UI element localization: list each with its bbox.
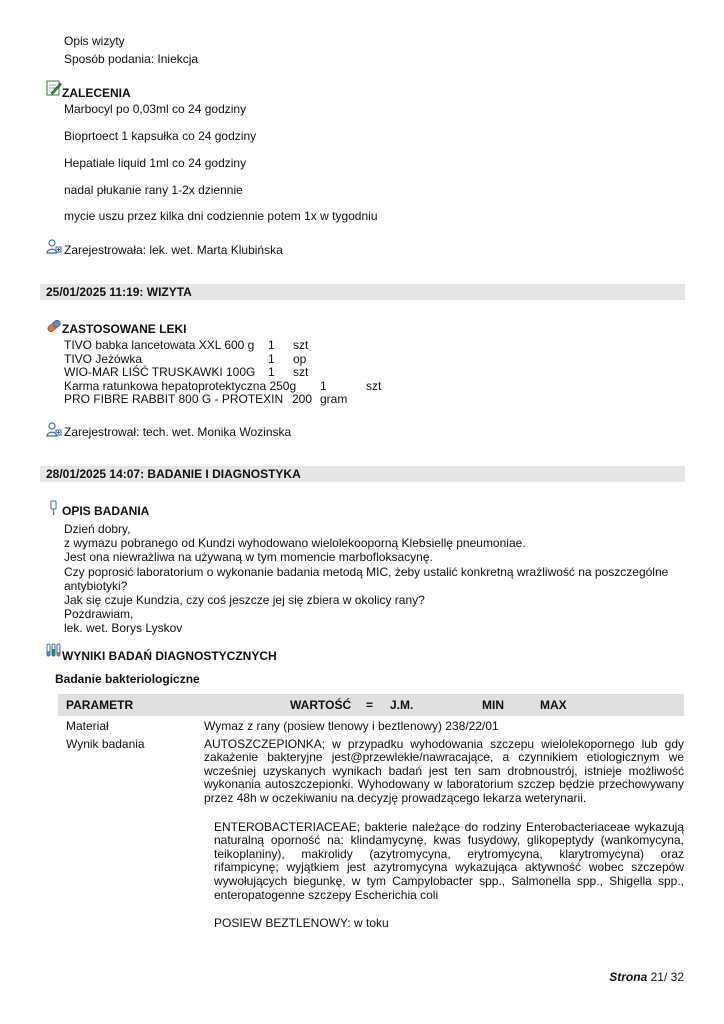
medication-name: TIVO babka lancetowata XXL 600 g [64, 338, 255, 352]
results-table [58, 694, 684, 931]
param-label: Wynik badania [66, 736, 145, 751]
param-label: Materiał [66, 719, 109, 733]
exam-description-line: Jak się czuje Kundzia, czy coś jeszcze jej się zbiera w okolicy rany? [64, 593, 425, 608]
medication-name: TIVO Jeżówka [64, 351, 143, 366]
diagnostic-results-heading: WYNIKI BADAŃ DIAGNOSTYCZNYCH [62, 649, 277, 663]
medication-qty: 1 [320, 378, 327, 393]
param-value [204, 734, 684, 931]
medication-unit: szt [366, 378, 382, 393]
registered-by: Zarejestrował: tech. wet. Monika Wozinska [64, 425, 292, 439]
medication-name: Karma ratunkowa hepatoprotektyczna 250g [64, 378, 297, 393]
medication-name: PRO FIBRE RABBIT 800 G - PROTEXIN [64, 392, 284, 406]
exam-description-line: z wymazu pobranego od Kundzi wyhodowano wielolekooporną Klebsiellę pneumoniae. [64, 536, 526, 551]
vet-person-icon [46, 238, 62, 254]
visit-header: 25/01/2025 11:19: WIZYTA [46, 285, 192, 299]
recommendation-item: Marbocyl po 0,03ml co 24 godziny [64, 102, 247, 116]
recommendation-item: Hepatiale liquid 1ml co 24 godziny [64, 156, 247, 170]
medication-unit: szt [293, 338, 309, 352]
table-row [58, 716, 684, 734]
medication-unit: op [293, 351, 307, 366]
col-value: WARTOŚĆ [290, 698, 352, 712]
pill-icon [46, 318, 62, 334]
exam-description-line: lek. wet. Borys Lyskov [64, 621, 183, 636]
page-number [609, 970, 684, 984]
medication-qty: 1 [268, 351, 275, 366]
col-parameter: PARAMETR [58, 694, 204, 716]
visit-description-label: Opis wizyty [64, 34, 125, 48]
table-row [58, 734, 684, 931]
visit-header-band [40, 284, 685, 300]
page-label: Strona [609, 970, 648, 984]
vet-person-icon [46, 421, 62, 437]
recommendation-item: nadal płukanie rany 1-2x dziennie [64, 183, 243, 197]
results-table-header [58, 694, 684, 716]
col-value-group [204, 694, 684, 716]
medication-qty: 200 [292, 392, 313, 406]
bacteriology-subheading: Badanie bakteriologiczne [55, 672, 200, 686]
probe-icon [46, 500, 62, 516]
result-paragraph: POSIEW BEZTLENOWY: w toku [214, 916, 389, 931]
medication-unit: szt [293, 365, 309, 379]
medication-name: WIO-MAR LIŚĆ TRUSKAWKI 100G [64, 365, 256, 379]
col-max: MAX [540, 698, 567, 712]
administration-method: Sposób podania: Iniekcja [64, 52, 199, 66]
result-paragraph: AUTOSZCZEPIONKA; w przypadku wyhodowania szczepu wielolekopornego lub gdy zakażenie bakteryjne jest@przewlekłe/nawracające, a czynnikiem etiologicznym we wcześniej uzyskanych wynikach badań jest ten sam drobnoustrój, istnieje możliwość wykonania autoszczepionki. Wyhodowany w laboratorium szczep będzie przechowywany przez 48h w oczekiwaniu na decyzję prowadzącego lekarza weterynarii. [204, 736, 684, 805]
pencil-icon [46, 80, 62, 96]
medication-unit: gram [320, 392, 348, 406]
result-paragraph: ENTEROBACTERIACEAE; bakterie należące do rodziny Enterobacteriaceae wykazują naturalną oporność na: klindamycynę, kwas fusydowy, glikopeptydy (wankomycyna, teikoplaniny), makrolidy (azytromycyna, erytromycyna, klarytromycyna) oraz rifampicynę; wyjątkiem jest azytromycyna wykazująca aktywność wobec szczepów wywołujących biegunkę, w tym Campylobacter spp., Salmonella spp., Shigella spp., enteropatogenne szczepy Escherichia coli [214, 819, 684, 902]
recommendation-item: Bioprtoect 1 kapsułka co 24 godziny [64, 129, 257, 143]
page-count: 21/ 32 [650, 970, 684, 984]
col-equals: = [366, 698, 374, 712]
medication-qty: 1 [268, 338, 275, 352]
medications-heading: ZASTOSOWANE LEKI [62, 322, 187, 336]
exam-description-line: Dzień dobry, [64, 522, 131, 536]
recommendations-heading: ZALECENIA [62, 86, 131, 100]
visit-header-band [40, 466, 685, 482]
param-value: Wymaz z rany (posiew tlenowy i beztlenowy) 238/22/01 [204, 719, 499, 733]
exam-description-heading: OPIS BADANIA [62, 504, 150, 518]
exam-description-line: Pozdrawiam, [64, 607, 134, 622]
registered-by: Zarejestrowała: lek. wet. Marta Klubińska [64, 243, 283, 257]
test-tubes-icon [45, 643, 61, 659]
visit-header: 28/01/2025 14:07: BADANIE I DIAGNOSTYKA [46, 467, 301, 481]
exam-description-line: Czy poprosić laboratorium o wykonanie badania metodą MIC, żeby ustalić konkretną wrażliwość na poszczególne antybiotyki? [64, 564, 669, 593]
exam-description [64, 522, 684, 636]
col-unit: J.M. [390, 698, 414, 712]
col-min: MIN [482, 698, 504, 712]
medication-qty: 1 [268, 365, 275, 379]
recommendation-item: mycie uszu przez kilka dni codziennie potem 1x w tygodniu [64, 209, 378, 223]
exam-description-line: Jest ona niewrażliwa na używaną w tym momencie marbofloksacynę. [64, 550, 433, 565]
